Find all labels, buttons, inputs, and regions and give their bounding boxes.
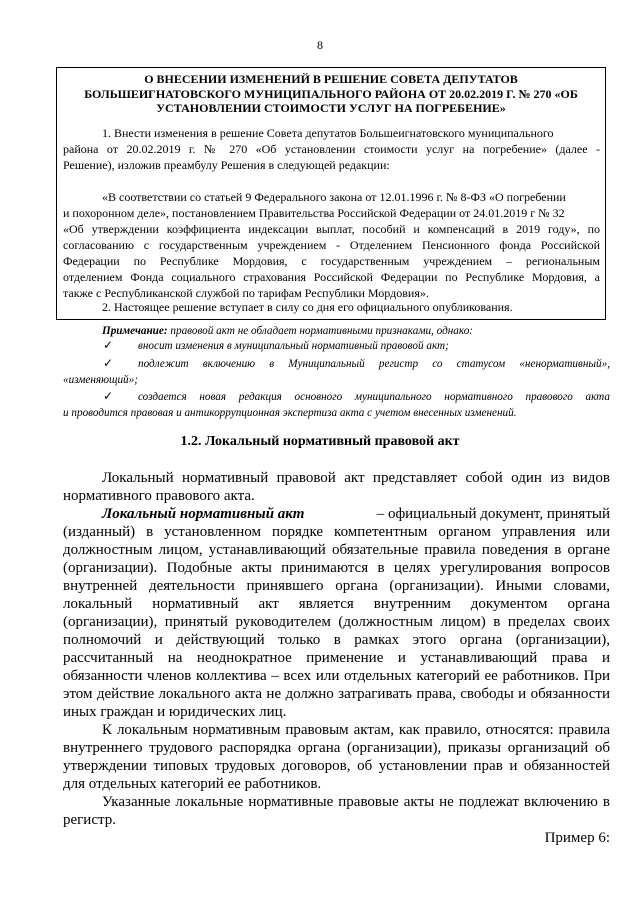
body-line: локальный нормативный акт является внутренним документом органа [63,596,610,612]
term-definition: – официальный документ, принятый [376,506,610,522]
check-icon: ✓ [103,389,114,403]
act-line: и похоронном деле», постановлением Правительства Российской Федерации от 24.01.2019 г № 32 [63,206,565,220]
body-line: (организации). Подобные акты принимаются в целях урегулирования вопросов [63,560,610,576]
note-item: подлежит включению в Муниципальный регистр со статусом «ненормативный», [138,358,610,370]
act-line: «Об утверждении коэффициента индексации выплат, пособий и компенсаций в 2019 году», по [63,222,600,236]
body-line: полномочий и действующий только в рамках этого органа (организации), [63,632,610,648]
note-label: Примечание: [102,325,168,337]
body-line: регистр. [63,812,116,828]
check-icon: ✓ [103,356,114,370]
act-title [56,72,606,116]
body-line: внутреннего трудового распорядка органа (организации), приказы организаций об [63,740,610,756]
act-line: отделением Фонда социального страхования Российской Федерации по Республике Мордовия, а [63,270,600,284]
act-line: района от 20.02.2019 г. № 270 «Об установлении стоимости услуг на погребение» (далее - [63,142,600,156]
body-line: (организации), принятый руководителем (должностным лицом) в пределах своих [63,614,610,630]
act-line: 1. Внести изменения в решение Совета депутатов Большеигнатовского муниципального [102,126,554,140]
act-line: «В соответствии со статьей 9 Федерального закона от 12.01.1996 г. № 8-ФЗ «О погребении [102,190,566,204]
body-line: Локальный нормативный правовой акт представляет собой один из видов [102,470,610,486]
check-icon: ✓ [103,338,114,352]
body-line: для отдельных категорий ее работников. [63,776,322,792]
note-intro [102,324,473,338]
note-item: создается новая редакция основного муниципального нормативного правового акта [138,391,610,403]
body-line: утверждении типовых трудовых договоров, об установлении прав и обязанностей [63,758,610,774]
term-bold: Локальный нормативный акт [102,506,305,522]
body-line [102,505,610,523]
body-line: рассчитанный на неоднократное применение и устанавливающий права и [63,650,610,666]
example-label: Пример 6: [544,830,610,846]
note-item: «изменяющий»; [63,374,138,386]
section-heading: 1.2. Локальный нормативный правовой акт [180,434,460,449]
page-number: 8 [317,38,323,52]
act-title-line: УСТАНОВЛЕНИИ СТОИМОСТИ УСЛУГ НА ПОГРЕБЕНИЕ» [156,101,506,115]
body-line: обязанности членов коллектива – всех или отдельных категорий ее работников. При [63,668,610,684]
body-line: иных граждан и юридических лиц. [63,704,287,720]
body-line: К локальным нормативным правовым актам, как правило, относятся: правила [102,722,610,738]
note-intro-text: правовой акт не обладает нормативными признаками, однако: [167,325,474,337]
body-line: внутренней деятельности принявшего органа (организации). Иными словами, [63,578,610,594]
body-line: нормативного правового акта. [63,488,255,504]
act-line: Решение), изложив преамбулу Решения в следующей редакции: [63,158,390,172]
act-line: 2. Настоящее решение вступает в силу со дня его официального опубликования. [102,300,513,314]
body-line: должностным лицом, устанавливающий обязательные правила поведения в органе [63,542,610,558]
body-line: Указанные локальные нормативные правовые акты не подлежат включению в [102,794,610,810]
note-item: и проводится правовая и антикоррупционная экспертиза акта с учетом внесенных изменений. [63,407,517,419]
body-line: этом действие локального акта не должно затрагивать права, свободы и обязанности [63,686,610,702]
act-title-line: О ВНЕСЕНИИ ИЗМЕНЕНИЙ В РЕШЕНИЕ СОВЕТА ДЕПУТАТОВ [144,72,518,86]
act-line: согласованию с государственным учреждением - Отделением Пенсионного фонда Российской [63,238,600,252]
act-title-line: БОЛЬШЕИГНАТОВСКОГО МУНИЦИПАЛЬНОГО РАЙОНА ОТ 20.02.2019 Г. № 270 «ОБ [84,86,578,101]
act-line: также с Республиканской службой по тарифам Республики Мордовия». [63,286,429,300]
note-item: вносит изменения в муниципальный нормативный правовой акт; [138,340,449,352]
act-line: Федерации по Республике Мордовия, с государственным учреждением – региональным [63,254,600,268]
body-line: (изданный) в установленном порядке компетентным органом управления или [63,524,610,540]
